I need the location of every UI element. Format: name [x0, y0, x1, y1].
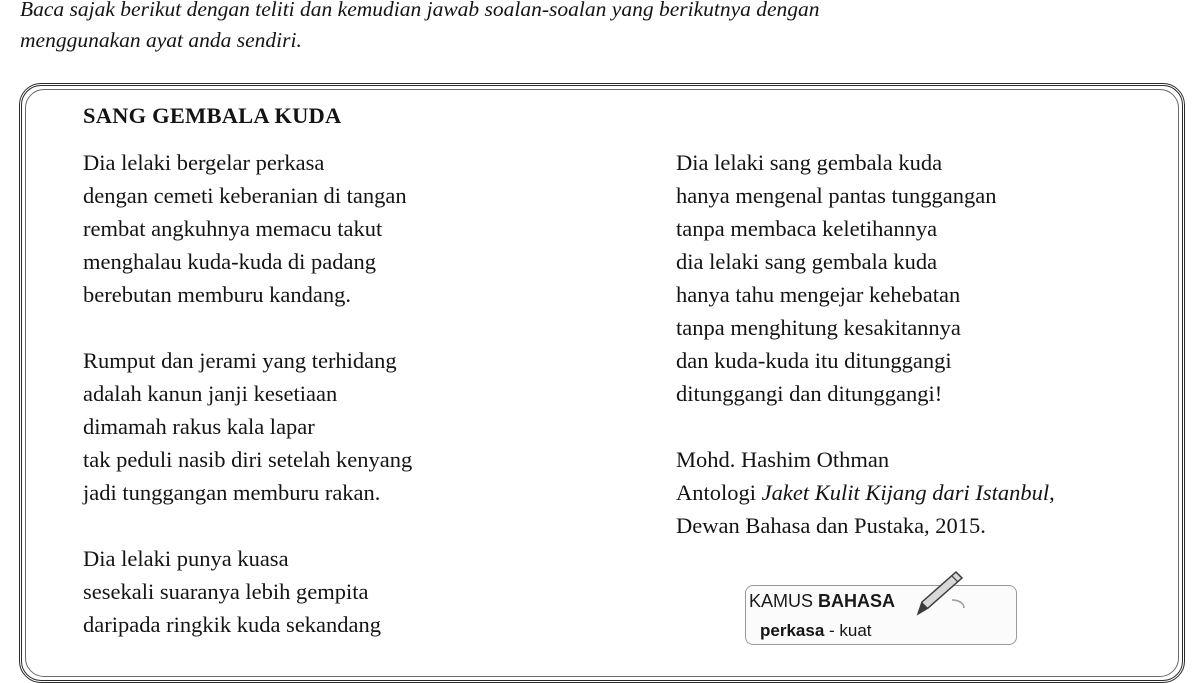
stanza-2	[83, 344, 412, 509]
poem-line: adalah kanun janji kesetiaan	[83, 381, 338, 406]
anthology-suffix: ,	[1049, 480, 1055, 505]
citation	[676, 443, 1055, 542]
stanza-gap	[83, 509, 412, 542]
poem-line: daripada ringkik kuda sekandang	[83, 612, 382, 637]
poem-line: hanya mengenal pantas tunggangan	[676, 183, 997, 208]
poem-line: dan kuda-kuda itu ditunggangi	[676, 348, 952, 373]
stanza-3	[83, 542, 412, 641]
anthology-title: Jaket Kulit Kijang dari Istanbul	[761, 480, 1050, 505]
pen-icon	[912, 570, 972, 620]
poem-line: Dia lelaki sang gembala kuda	[676, 150, 943, 175]
poem-line: hanya tahu mengejar kehebatan	[676, 282, 961, 307]
kamus-entry-word: perkasa	[760, 621, 825, 640]
kamus-entry	[760, 619, 872, 643]
kamus-label: KAMUS	[749, 591, 814, 611]
poem-line: rembat angkuhnya memacu takut	[83, 216, 383, 241]
poem-line: dia lelaki sang gembala kuda	[676, 249, 938, 274]
anthology-prefix: Antologi	[676, 480, 757, 505]
instruction-line-1: Baca sajak berikut dengan teliti dan kemudian jawab soalan-soalan yang berikutnya dengan	[20, 0, 820, 21]
poem-line: jadi tunggangan memburu rakan.	[83, 480, 381, 505]
instruction-text	[20, 0, 1195, 56]
poem-line: dengan cemeti keberanian di tangan	[83, 183, 407, 208]
citation-publisher: Dewan Bahasa dan Pustaka, 2015.	[676, 513, 986, 538]
stanza-gap	[83, 311, 412, 344]
kamus-header	[749, 589, 901, 614]
kamus-entry-meaning: - kuat	[829, 621, 872, 640]
poem-line: sesekali suaranya lebih gempita	[83, 579, 369, 604]
poem-line: tak peduli nasib diri setelah kenyang	[83, 447, 413, 472]
stanza-gap	[676, 410, 1055, 443]
poem-line: menghalau kuda-kuda di padang	[83, 249, 377, 274]
poem-line: tanpa membaca keletihannya	[676, 216, 938, 241]
poem-line: berebutan memburu kandang.	[83, 282, 352, 307]
poem-line: Rumput dan jerami yang terhidang	[83, 348, 397, 373]
poem-line: dimamah rakus kala lapar	[83, 414, 315, 439]
poem-line: Dia lelaki punya kuasa	[83, 546, 289, 571]
citation-author: Mohd. Hashim Othman	[676, 447, 890, 472]
stanza-4	[676, 146, 1055, 410]
citation-anthology	[676, 476, 1055, 509]
poem-line: tanpa menghitung kesakitannya	[676, 315, 961, 340]
poem-right-column	[676, 146, 1055, 542]
poem-line: Dia lelaki bergelar perkasa	[83, 150, 325, 175]
kamus-bahasa-box	[745, 585, 1017, 645]
poem-line: ditunggangi dan ditunggangi!	[676, 381, 943, 406]
instruction-line-2: menggunakan ayat anda sendiri.	[20, 28, 302, 52]
poem-left-column	[83, 146, 412, 641]
stanza-1	[83, 146, 412, 311]
poem-title: SANG GEMBALA KUDA	[83, 103, 342, 128]
bahasa-label: BAHASA	[818, 591, 896, 611]
